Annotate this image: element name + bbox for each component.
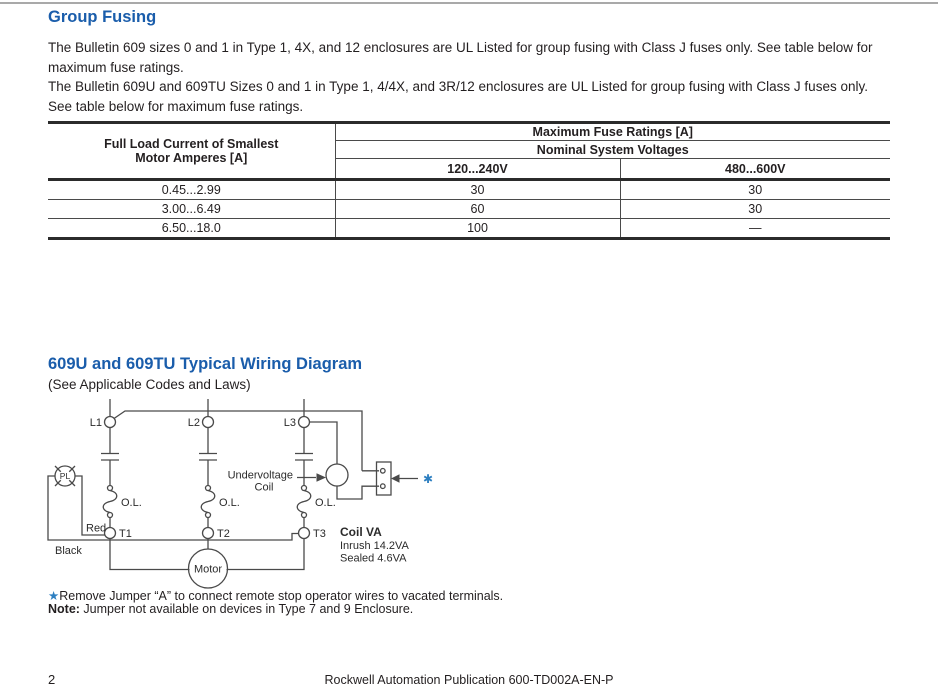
wiring-diagram <box>40 396 440 592</box>
footnote-star-icon: ★ <box>48 589 60 603</box>
page-number: 2 <box>48 672 56 687</box>
jumper-terminal-top <box>381 469 386 474</box>
label-l2: L2 <box>187 417 200 429</box>
publication-footer: Rockwell Automation Publication 600-TD002A-EN-P <box>324 673 614 687</box>
fuse-ratings-table <box>48 121 890 240</box>
undervoltage-coil-symbol <box>326 464 348 486</box>
terminal-l3 <box>299 417 310 428</box>
column-header-480-600: 480...600V <box>620 159 890 180</box>
note-label: Note: <box>48 602 80 616</box>
undervoltage-coil-branch <box>228 422 434 499</box>
cell-current-range: 3.00...6.49 <box>48 200 335 219</box>
diagram-section-subtitle: (See Applicable Codes and Laws) <box>48 377 251 392</box>
overload-heater-symbol <box>201 491 215 513</box>
cell-current-range: 6.50...18.0 <box>48 219 335 239</box>
cell-current-range: 0.45...2.99 <box>48 180 335 200</box>
group-header-cell: Maximum Fuse Ratings [A] <box>335 123 890 141</box>
label-l3: L3 <box>283 417 296 429</box>
table-header-row-1 <box>48 123 890 141</box>
label-ol-2: O.L. <box>219 497 240 509</box>
label-t2: T2 <box>217 528 230 540</box>
jumper-a-block <box>377 462 392 495</box>
label-ol-3: O.L. <box>315 497 336 509</box>
row-header-line1: Full Load Current of Smallest <box>104 137 279 151</box>
label-pl: PL <box>59 471 71 481</box>
table-row <box>48 180 890 200</box>
cell-fuse-480-600: 30 <box>620 200 890 219</box>
coil-va-title: Coil VA <box>340 525 382 539</box>
cell-fuse-480-600: 30 <box>620 180 890 200</box>
table-row <box>48 219 890 239</box>
coil-return-wire <box>337 486 379 499</box>
row-header-line2: Motor Amperes [A] <box>135 151 248 165</box>
terminal-t3 <box>299 528 310 539</box>
label-motor: Motor <box>193 563 223 576</box>
cell-fuse-480-600: — <box>749 221 762 235</box>
label-t3: T3 <box>313 528 326 540</box>
cell-fuse-120-240: 30 <box>335 180 620 200</box>
coil-va-ratings <box>340 525 410 565</box>
overload-heater-symbol <box>103 491 117 513</box>
page-title: Group Fusing <box>48 8 157 26</box>
jumper-asterisk: ✱ <box>423 472 434 486</box>
terminal-l2 <box>203 417 214 428</box>
label-black: Black <box>55 545 82 557</box>
t3-motor-wire <box>227 539 305 570</box>
footnote-jumper <box>48 588 503 603</box>
diagram-section-title: 609U and 609TU Typical Wiring Diagram <box>48 355 363 373</box>
motor-group <box>110 539 304 589</box>
coil-pointer-arrowhead <box>317 473 327 481</box>
coil-feed-wire <box>310 422 338 464</box>
label-t1: T1 <box>119 528 132 540</box>
row-header-cell <box>48 123 335 180</box>
intro-paragraph-2: The Bulletin 609U and 609TU Sizes 0 and 1 in Type 1, 4/4X, and 3R/12 enclosures are UL Listed for group fusing with Class J fuses only. See table below for maximum fuse ratings. <box>48 79 868 114</box>
label-l1: L1 <box>89 417 102 429</box>
label-red: Red <box>86 522 107 535</box>
cell-fuse-120-240: 100 <box>335 219 620 239</box>
footnote-jumper-text: Remove Jumper “A” to connect remote stop operator wires to vacated terminals. <box>59 589 504 603</box>
t1-motor-wire <box>110 539 190 570</box>
terminal-l1 <box>105 417 116 428</box>
table-row <box>48 200 890 219</box>
page-top-edge <box>0 2 938 4</box>
coil-va-inrush: Inrush 14.2VA <box>340 540 409 552</box>
sub-header-cell: Nominal System Voltages <box>335 141 890 159</box>
jumper-terminal-bottom <box>381 484 386 489</box>
note-text: Jumper not available on devices in Type 7 and 9 Enclosure. <box>79 602 414 616</box>
label-ol-1: O.L. <box>121 497 142 509</box>
intro-paragraph-1: The Bulletin 609 sizes 0 and 1 in Type 1, 4X, and 12 enclosures are UL Listed for group fusing with Class J fuses only. See table below for maximum fuse ratings. <box>48 40 873 75</box>
top-jumper-wire <box>114 411 362 471</box>
column-header-120-240: 120...240V <box>335 159 620 180</box>
overload-heater-symbol <box>297 491 311 513</box>
jumper-pointer-arrowhead <box>391 474 400 482</box>
coil-va-sealed: Sealed 4.6VA <box>340 552 407 565</box>
label-undervoltage-coil: Coil <box>254 481 274 494</box>
terminal-t2 <box>203 528 214 539</box>
label-undervoltage: Undervoltage <box>227 469 293 482</box>
cell-fuse-120-240: 60 <box>335 200 620 219</box>
footnote-enclosure <box>48 602 413 616</box>
phase-column-l1 <box>90 399 142 540</box>
